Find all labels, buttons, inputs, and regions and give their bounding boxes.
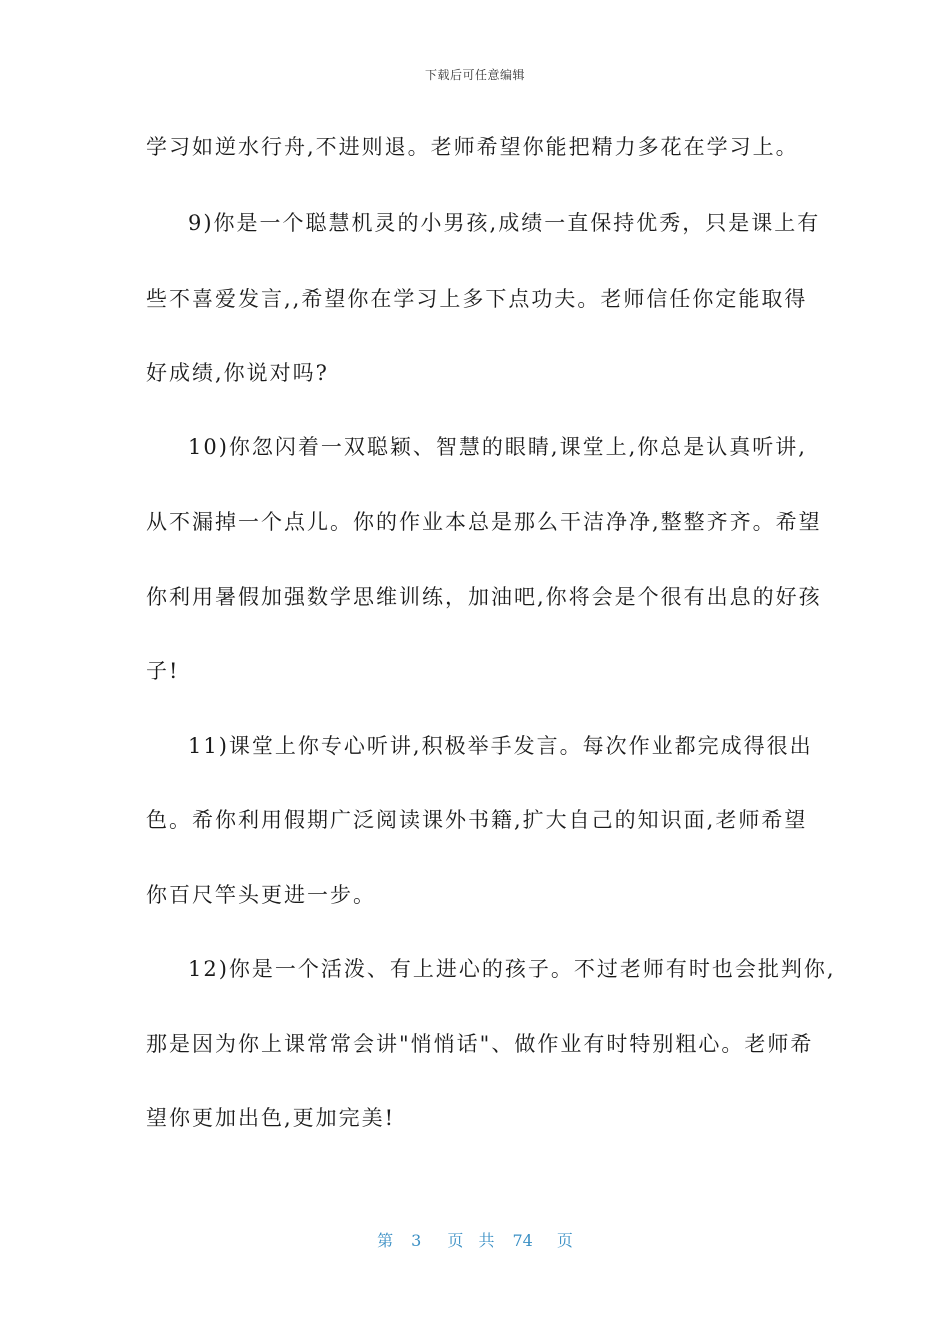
body-line: 你利用暑假加强数学思维训练，加油吧,你将会是个很有出息的好孩 bbox=[146, 585, 822, 609]
body-line: 些不喜爱发言,,希望你在学习上多下点功夫。老师信任你定能取得 bbox=[146, 287, 808, 311]
body-line: 那是因为你上课常常会讲"悄悄话"、做作业有时特别粗心。老师希 bbox=[146, 1032, 814, 1056]
footer-middle: 页 共 bbox=[447, 1231, 495, 1250]
body-line: 9)你是一个聪慧机灵的小男孩,成绩一直保持优秀，只是课上有 bbox=[188, 211, 821, 235]
page-footer bbox=[0, 1228, 950, 1251]
page-header: 下载后可任意编辑 bbox=[424, 68, 525, 82]
body-line: 11)课堂上你专心听讲,积极举手发言。每次作业都完成得很出 bbox=[188, 734, 813, 758]
body-line: 12)你是一个活泼、有上进心的孩子。不过老师有时也会批判你, bbox=[188, 957, 836, 981]
body-line: 色。希你利用假期广泛阅读课外书籍,扩大自己的知识面,老师希望 bbox=[146, 808, 808, 832]
footer-prefix: 第 bbox=[377, 1231, 394, 1250]
footer-suffix: 页 bbox=[556, 1231, 573, 1250]
body-line: 学习如逆水行舟,不进则退。老师希望你能把精力多花在学习上。 bbox=[146, 135, 799, 159]
total-pages-number: 74 bbox=[512, 1231, 533, 1250]
body-line: 10)你忽闪着一双聪颖、智慧的眼睛,课堂上,你总是认真听讲, bbox=[188, 435, 807, 459]
body-line: 从不漏掉一个点儿。你的作业本总是那么干洁净净,整整齐齐。希望 bbox=[146, 510, 822, 534]
body-line: 望你更加出色,更加完美! bbox=[146, 1106, 396, 1130]
current-page-number: 3 bbox=[411, 1231, 422, 1250]
body-line: 你百尺竿头更进一步。 bbox=[146, 883, 376, 907]
body-line: 好成绩,你说对吗? bbox=[146, 361, 329, 385]
body-line: 子! bbox=[146, 659, 180, 683]
